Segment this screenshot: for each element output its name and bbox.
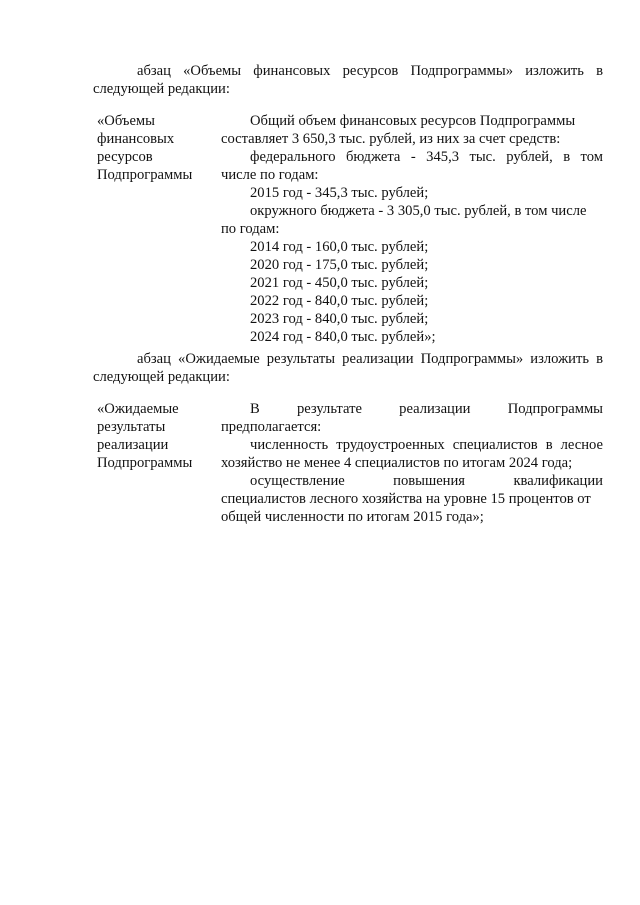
- year-line: 2020 год - 175,0 тыс. рублей;: [250, 257, 429, 273]
- label-line: Подпрограммы: [97, 455, 193, 471]
- year-line: 2021 год - 450,0 тыс. рублей;: [250, 275, 429, 291]
- label-line: реализации: [97, 437, 169, 453]
- label-line: «Ожидаемые: [97, 401, 179, 417]
- financial-resources-text: [221, 112, 603, 346]
- text-line: числе по годам:: [221, 167, 319, 183]
- text-line: 2015 год - 345,3 тыс. рублей;: [250, 185, 429, 201]
- text-line: хозяйство не менее 4 специалистов по итогам 2024 года;: [221, 455, 573, 471]
- label-line: финансовых: [97, 131, 175, 147]
- text-line: специалистов лесного хозяйства на уровне 15 процентов от: [221, 491, 591, 507]
- text-line: по годам:: [221, 221, 280, 237]
- label-line: «Объемы: [97, 113, 155, 129]
- label-line: ресурсов: [97, 149, 153, 165]
- year-line: 2014 год - 160,0 тыс. рублей;: [250, 239, 429, 255]
- text-line: общей численности по итогам 2015 года»;: [221, 509, 484, 525]
- text-line: составляет 3 650,3 тыс. рублей, из них за счет средств:: [221, 131, 561, 147]
- text-line: предполагается:: [221, 419, 322, 435]
- year-line: 2022 год - 840,0 тыс. рублей;: [250, 293, 429, 309]
- text-line: Общий объем финансовых ресурсов Подпрограммы: [250, 113, 576, 129]
- text-line: В результате реализации Подпрограммы: [250, 401, 603, 417]
- text-line: федерального бюджета - 345,3 тыс. рублей, в том: [250, 149, 603, 165]
- financial-resources-label: [97, 112, 217, 184]
- expected-results-label: [97, 400, 217, 472]
- paragraph-results-intro: абзац «Ожидаемые результаты реализации Подпрограммы» изложить в следующей редакции:: [93, 351, 603, 385]
- label-line: Подпрограммы: [97, 167, 193, 183]
- expected-results-text: [221, 400, 603, 526]
- text-line: осуществление повышения квалификации: [250, 473, 603, 489]
- text-line: окружного бюджета - 3 305,0 тыс. рублей, в том числе: [250, 203, 587, 219]
- text-line: численность трудоустроенных специалистов в лесное: [250, 437, 603, 453]
- year-line: 2024 год - 840,0 тыс. рублей»;: [250, 329, 436, 345]
- year-line: 2023 год - 840,0 тыс. рублей;: [250, 311, 429, 327]
- label-line: результаты: [97, 419, 166, 435]
- paragraph-financial-intro: абзац «Объемы финансовых ресурсов Подпрограммы» изложить в следующей редакции:: [93, 63, 603, 97]
